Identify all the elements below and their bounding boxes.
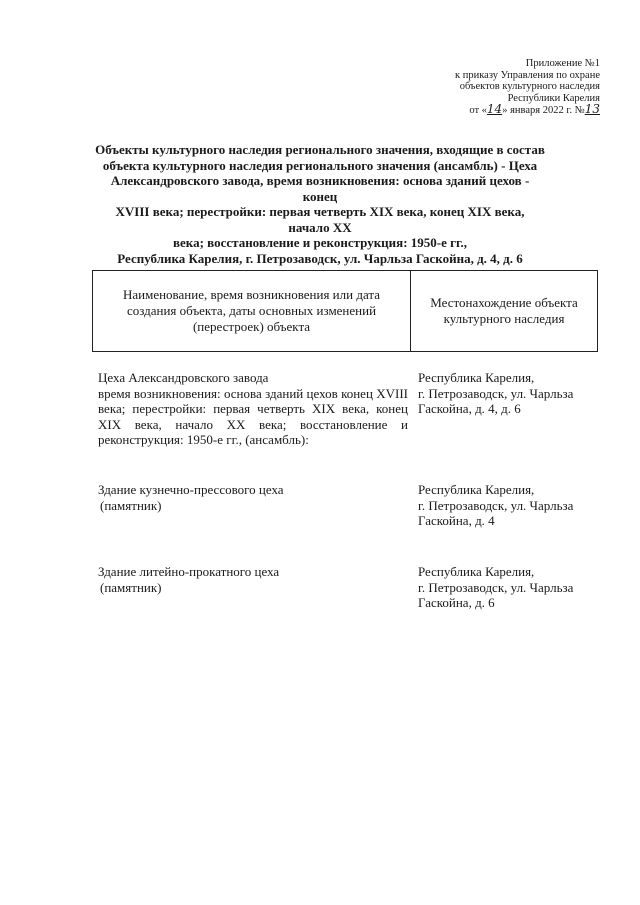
location-line: г. Петрозаводск, ул. Чарльза — [418, 497, 574, 513]
location-line: Республика Карелия, — [418, 564, 535, 579]
object-type: (памятник) — [100, 579, 162, 595]
location-line: г. Петрозаводск, ул. Чарльза — [418, 579, 574, 595]
table-header — [92, 270, 598, 352]
object-description: время возникновения: основа зданий цехов конец XVIII века; перестройки: первая четверть XIX века, конец XIX века, начало XX века; восстановление и реконструкция: 1950-е гг., (ансамбль): — [98, 385, 408, 447]
date-prefix: от « — [469, 105, 487, 116]
date-day: 14 — [486, 102, 503, 116]
location-line: Республика Карелия, — [418, 370, 535, 385]
location-line: Гаскойна, д. 6 — [418, 595, 495, 610]
object-location-cell — [418, 482, 598, 529]
title-line: XVIII века; перестройки: первая четверть XIX века, конец XIX века, начало XX — [115, 204, 525, 235]
title-line: Республика Карелия, г. Петрозаводск, ул. Чарльза Гаскойна, д. 4, д. 6 — [117, 250, 523, 266]
appendix-line: Республики Карелия — [507, 92, 600, 104]
location-line: г. Петрозаводск, ул. Чарльза — [418, 385, 574, 401]
object-name-cell — [98, 564, 408, 595]
object-name: Здание литейно-прокатного цеха — [98, 564, 280, 579]
order-number: 13 — [584, 102, 600, 116]
title-line: Александровского завода, время возникновения: основа зданий цехов - конец — [110, 173, 530, 204]
header-name-cell: Наименование, время возникновения или дата создания объекта, даты основных изменений (перестроек) объекта — [93, 271, 411, 351]
location-line: Гаскойна, д. 4 — [418, 513, 495, 528]
appendix-line: к приказу Управления по охране — [455, 69, 600, 81]
appendix-line: Приложение №1 — [525, 58, 600, 69]
date-mid: » января 2022 г. № — [502, 105, 585, 116]
object-name-cell — [98, 370, 408, 448]
title-line: Объекты культурного наследия регионального значения, входящие в состав — [95, 142, 545, 157]
appendix-date-line — [340, 104, 600, 117]
object-name-cell — [98, 482, 408, 513]
object-location-cell — [418, 370, 598, 417]
object-type: (памятник) — [100, 497, 162, 513]
document-title — [95, 142, 545, 266]
appendix-block — [340, 58, 600, 117]
title-line: века; восстановление и реконструкция: 1950-е гг., — [173, 235, 467, 250]
appendix-line: объектов культурного наследия — [459, 81, 600, 92]
object-name: Здание кузнечно-прессового цеха — [98, 482, 284, 497]
object-location-cell — [418, 564, 598, 611]
title-line: объекта культурного наследия регионального значения (ансамбль) - Цеха — [102, 157, 538, 173]
object-name: Цеха Александровского завода — [98, 370, 269, 385]
location-line: Республика Карелия, — [418, 482, 535, 497]
location-line: Гаскойна, д. 4, д. 6 — [418, 401, 521, 416]
header-location-cell: Местонахождение объекта культурного наследия — [430, 295, 578, 326]
